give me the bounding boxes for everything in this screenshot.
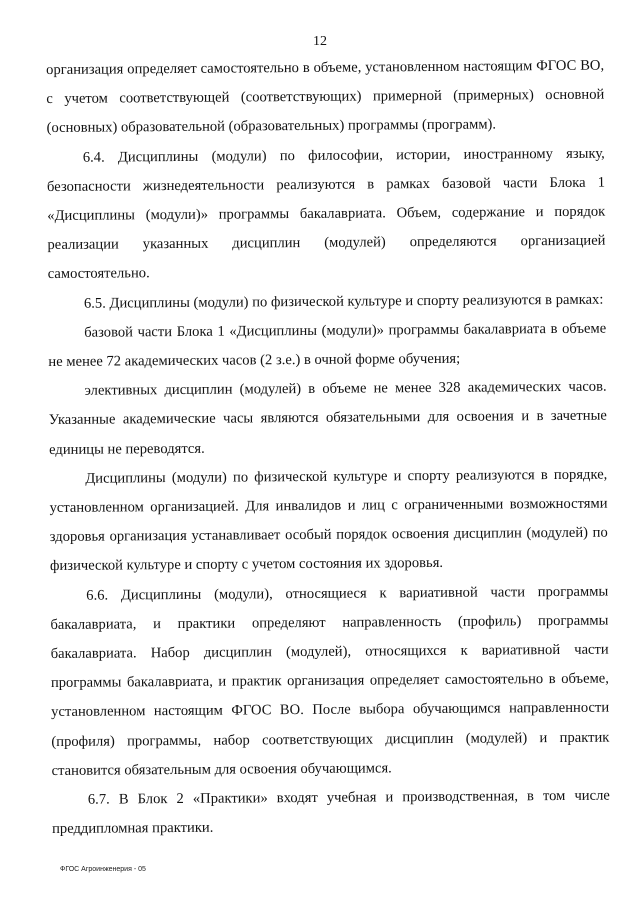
paragraph-elective: элективных дисциплин (модулей) в объеме не менее 328 академических часов. Указанные академические часы являются обязательными для освоения и в зачетные единицы не переводятся. [48,378,607,458]
document-body [46,52,610,845]
paragraph-basic-part: базовой части Блока 1 «Дисциплины (модули)» программы бакалавриата в объеме не менее 72 академических часов (2 з.е.) в очной форме обучения; [48,320,607,371]
paragraph-6-4: 6.4. Дисциплины (модули) по философии, истории, иностранному языку, безопасности жизнедеятельности реализуются в рамках базовой части Блока 1 «Дисциплины (модули)» программы бакалавриата. Объем, содержание и порядок реализации указанных дисциплин (модулей) определяются организацией самостоятельно. [46,145,606,283]
paragraph-6-6: 6.6. Дисциплины (модули), относящиеся к вариативной части программы бакалавриата, и практики определяют направленность (профиль) программы бакалавриата. Набор дисциплин (модулей), относящихся к вариативной части программы бакалавриата, и практик организация определяет самостоятельно в объеме, установленном настоящим ФГОС ВО. После выбора обучающимся направленности (профиля) программы, набор соответствующих дисциплин (модулей) и практик становится обязательным для освоения обучающимся. [50,583,610,779]
paragraph-physical-culture: Дисциплины (модули) по физической культуре и спорту реализуются в порядке, установленном организацией. Для инвалидов и лиц с ограниченными возможностями здоровья организация устанавливает особый порядок освоения дисциплин (модулей) по физической культуре и спорту с учетом состояния их здоровья. [49,466,608,575]
paragraph-6-7: 6.7. В Блок 2 «Практики» входят учебная и производственная, в том числе преддипломная практики. [52,787,610,838]
page-footer: ФГОС Агроинженерия - 05 [60,866,146,873]
page-number: 12 [313,34,327,49]
paragraph-6-5: 6.5. Дисциплины (модули) по физической культуре и спорту реализуются в рамках: [83,291,604,312]
paragraph-continuation: организация определяет самостоятельно в объеме, установленном настоящим ФГОС ВО, с учетом соответствующей (соответствующих) примерной (примерных) основной (основных) образовательной (образовательных) программы (программ). [46,57,605,137]
